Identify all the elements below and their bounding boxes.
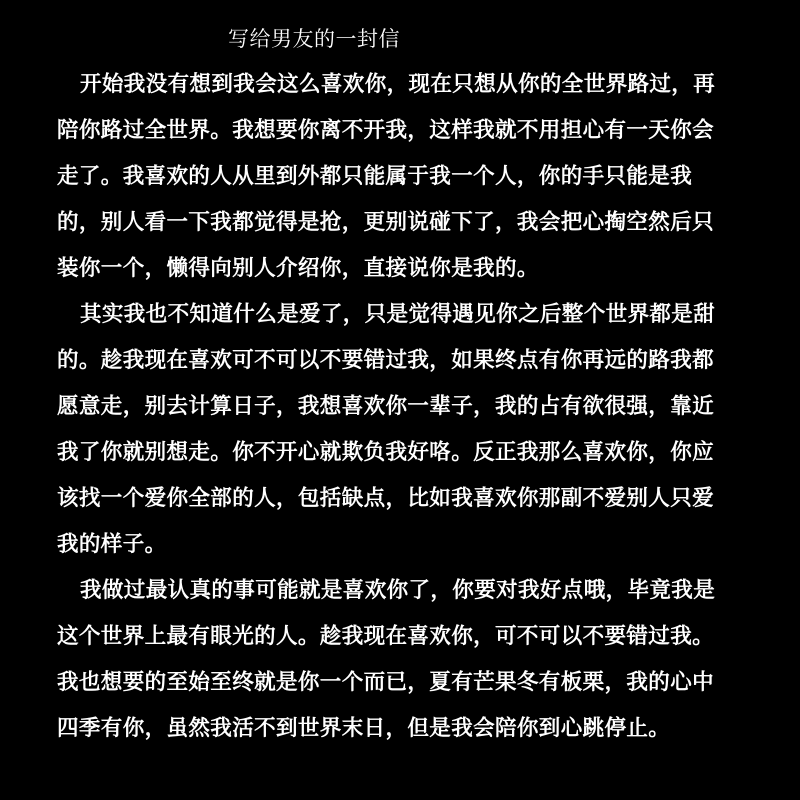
paragraph-1-line-5: 装你一个，懒得向别人介绍你，直接说你是我的。 [57, 256, 539, 281]
paragraph-3-line-2: 这个世界上最有眼光的人。趁我现在喜欢你，可不可以不要错过我。 [57, 624, 715, 649]
paragraph-1-line-3: 走了。我喜欢的人从里到外都只能属于我一个人，你的手只能是我 [57, 164, 693, 189]
paragraph-3-line-4: 四季有你，虽然我活不到世界末日，但是我会陪你到心跳停止。 [57, 716, 671, 741]
paragraph-2-line-2: 的。趁我现在喜欢可不可以不要错过我，如果终点有你再远的路我都 [57, 348, 715, 373]
paragraph-1-line-1: 开始我没有想到我会这么喜欢你，现在只想从你的全世界路过，再 [80, 72, 716, 97]
paragraph-2-line-1: 其实我也不知道什么是爱了，只是觉得遇见你之后整个世界都是甜 [80, 302, 716, 327]
letter-title: 写给男友的一封信 [228, 27, 400, 51]
paragraph-1-line-4: 的，别人看一下我都觉得是抢，更别说碰下了，我会把心掏空然后只 [57, 210, 715, 235]
paragraph-3-line-1: 我做过最认真的事可能就是喜欢你了，你要对我好点哦，毕竟我是 [80, 578, 716, 603]
paragraph-3-line-3: 我也想要的至始至终就是你一个而已，夏有芒果冬有板栗，我的心中 [57, 670, 715, 695]
paragraph-2-line-6: 我的样子。 [57, 532, 167, 557]
paragraph-2-line-4: 我了你就别想走。你不开心就欺负我好咯。反正我那么喜欢你，你应 [57, 440, 715, 465]
paragraph-2-line-5: 该找一个爱你全部的人，包括缺点，比如我喜欢你那副不爱别人只爱 [57, 486, 715, 511]
paragraph-1-line-2: 陪你路过全世界。我想要你离不开我，这样我就不用担心有一天你会 [57, 118, 715, 143]
paragraph-2-line-3: 愿意走，别去计算日子，我想喜欢你一辈子，我的占有欲很强，靠近 [57, 394, 715, 419]
